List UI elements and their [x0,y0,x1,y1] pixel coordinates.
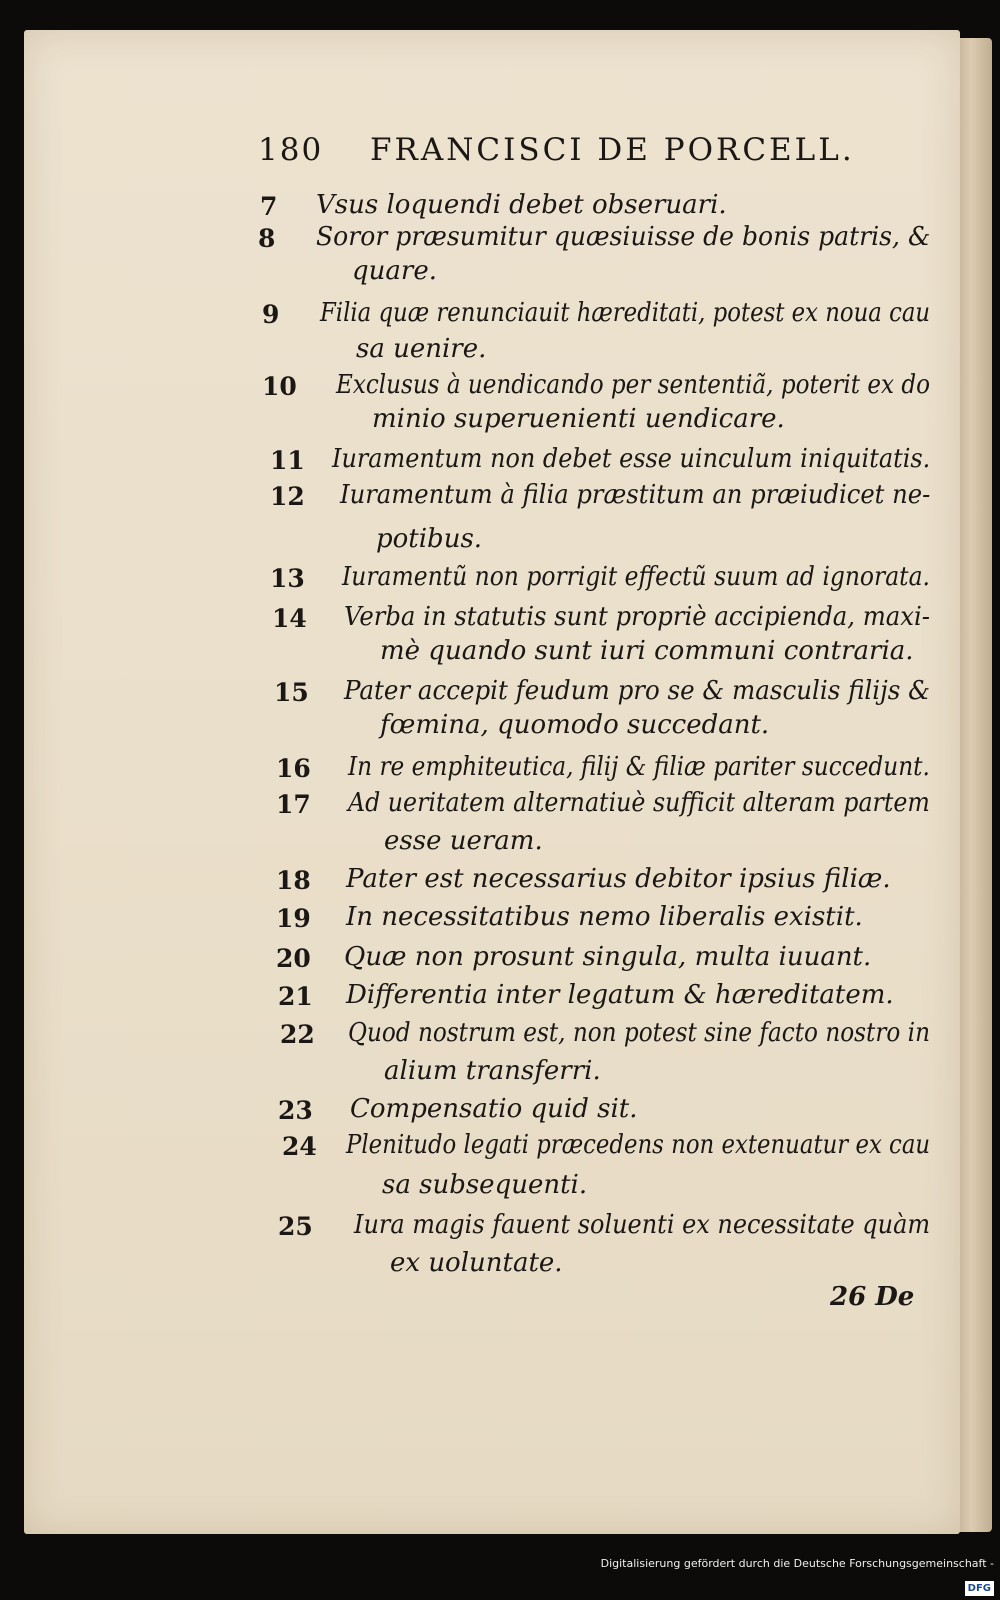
entry-text: Filia quæ renunciauit hæreditati, potest ex noua cau [320,298,931,328]
entry-number: 16 [276,754,311,783]
entry-number: 9 [262,300,280,329]
entry-text: In re emphiteutica, filij & filiæ pariter succedunt. [348,752,930,782]
entry-text-continuation: fœmina, quomodo succedant. [380,710,770,740]
entry-text: Compensatio quid sit. [350,1094,638,1124]
entry-number: 7 [260,192,278,221]
running-title: FRANCISCI DE PORCELL. [370,132,855,168]
entry-text: Verba in statutis sunt propriè accipienda, maxi- [344,602,930,632]
entry-text-continuation: esse ueram. [384,826,543,856]
entry-text: In necessitatibus nemo liberalis existit. [346,902,863,932]
entry-number: 25 [278,1212,313,1241]
entry-number: 22 [280,1020,315,1049]
entry-number: 13 [270,564,305,593]
entry-text: Iura magis fauent soluenti ex necessitate quàm [354,1210,931,1240]
entry-text: Iuramentum non debet esse uinculum iniquitatis. [332,444,931,474]
book-fore-edge [958,38,992,1532]
entry-text: Plenitudo legati præcedens non extenuatur ex cau [346,1130,931,1160]
entry-text: Pater accepit feudum pro se & masculis filijs & [344,676,930,706]
entry-text: Differentia inter legatum & hæreditatem. [346,980,894,1010]
entry-number: 8 [258,224,276,253]
catchword: 26 De [830,1282,915,1312]
credit-text: Digitalisierung gefördert durch die Deutsche Forschungsgemeinschaft - [600,1557,994,1570]
entry-number: 18 [276,866,311,895]
entry-number: 20 [276,944,311,973]
entry-number: 21 [278,982,313,1011]
entry-text-continuation: potibus. [376,524,483,554]
entry-text-continuation: sa uenire. [356,334,487,364]
entry-number: 14 [272,604,307,633]
entry-number: 10 [262,372,297,401]
dfg-logo: DFG [965,1581,994,1596]
entry-text-continuation: mè quando sunt iuri communi contraria. [380,636,914,666]
entry-text: Soror præsumitur quæsiuisse de bonis patris, & [316,222,931,252]
entry-text-continuation: minio superuenienti uendicare. [372,404,785,434]
entry-text-continuation: alium transferri. [384,1056,601,1086]
digitization-credit [598,1552,998,1594]
entry-text: Iuramentum à filia præstitum an præiudicet ne- [340,480,931,510]
entry-number: 23 [278,1096,313,1125]
entry-number: 15 [274,678,309,707]
entry-text: Quod nostrum est, non potest sine facto nostro in [348,1018,930,1048]
entry-number: 11 [270,446,305,475]
entry-text: Pater est necessarius debitor ipsius filiæ. [346,864,891,894]
running-header [258,132,878,172]
entry-text: Ad ueritatem alternatiuè sufficit alteram partem [348,788,930,818]
entry-number: 17 [276,790,311,819]
book-page [24,30,960,1534]
entry-number: 19 [276,904,311,933]
entry-text-continuation: sa subsequenti. [382,1170,588,1200]
entry-text: Iuramentũ non porrigit effectũ suum ad ignorata. [342,562,931,592]
entry-text: Quæ non prosunt singula, multa iuuant. [344,942,872,972]
entry-number: 24 [282,1132,317,1161]
entry-text: Vsus loquendi debet obseruari. [316,190,727,220]
entry-text: Exclusus à uendicando per sententiã, poterit ex do [336,370,931,400]
entry-text-continuation: ex uoluntate. [390,1248,563,1278]
entry-number: 12 [270,482,305,511]
entry-text-continuation: quare. [352,256,437,286]
page-number: 180 [258,132,324,168]
